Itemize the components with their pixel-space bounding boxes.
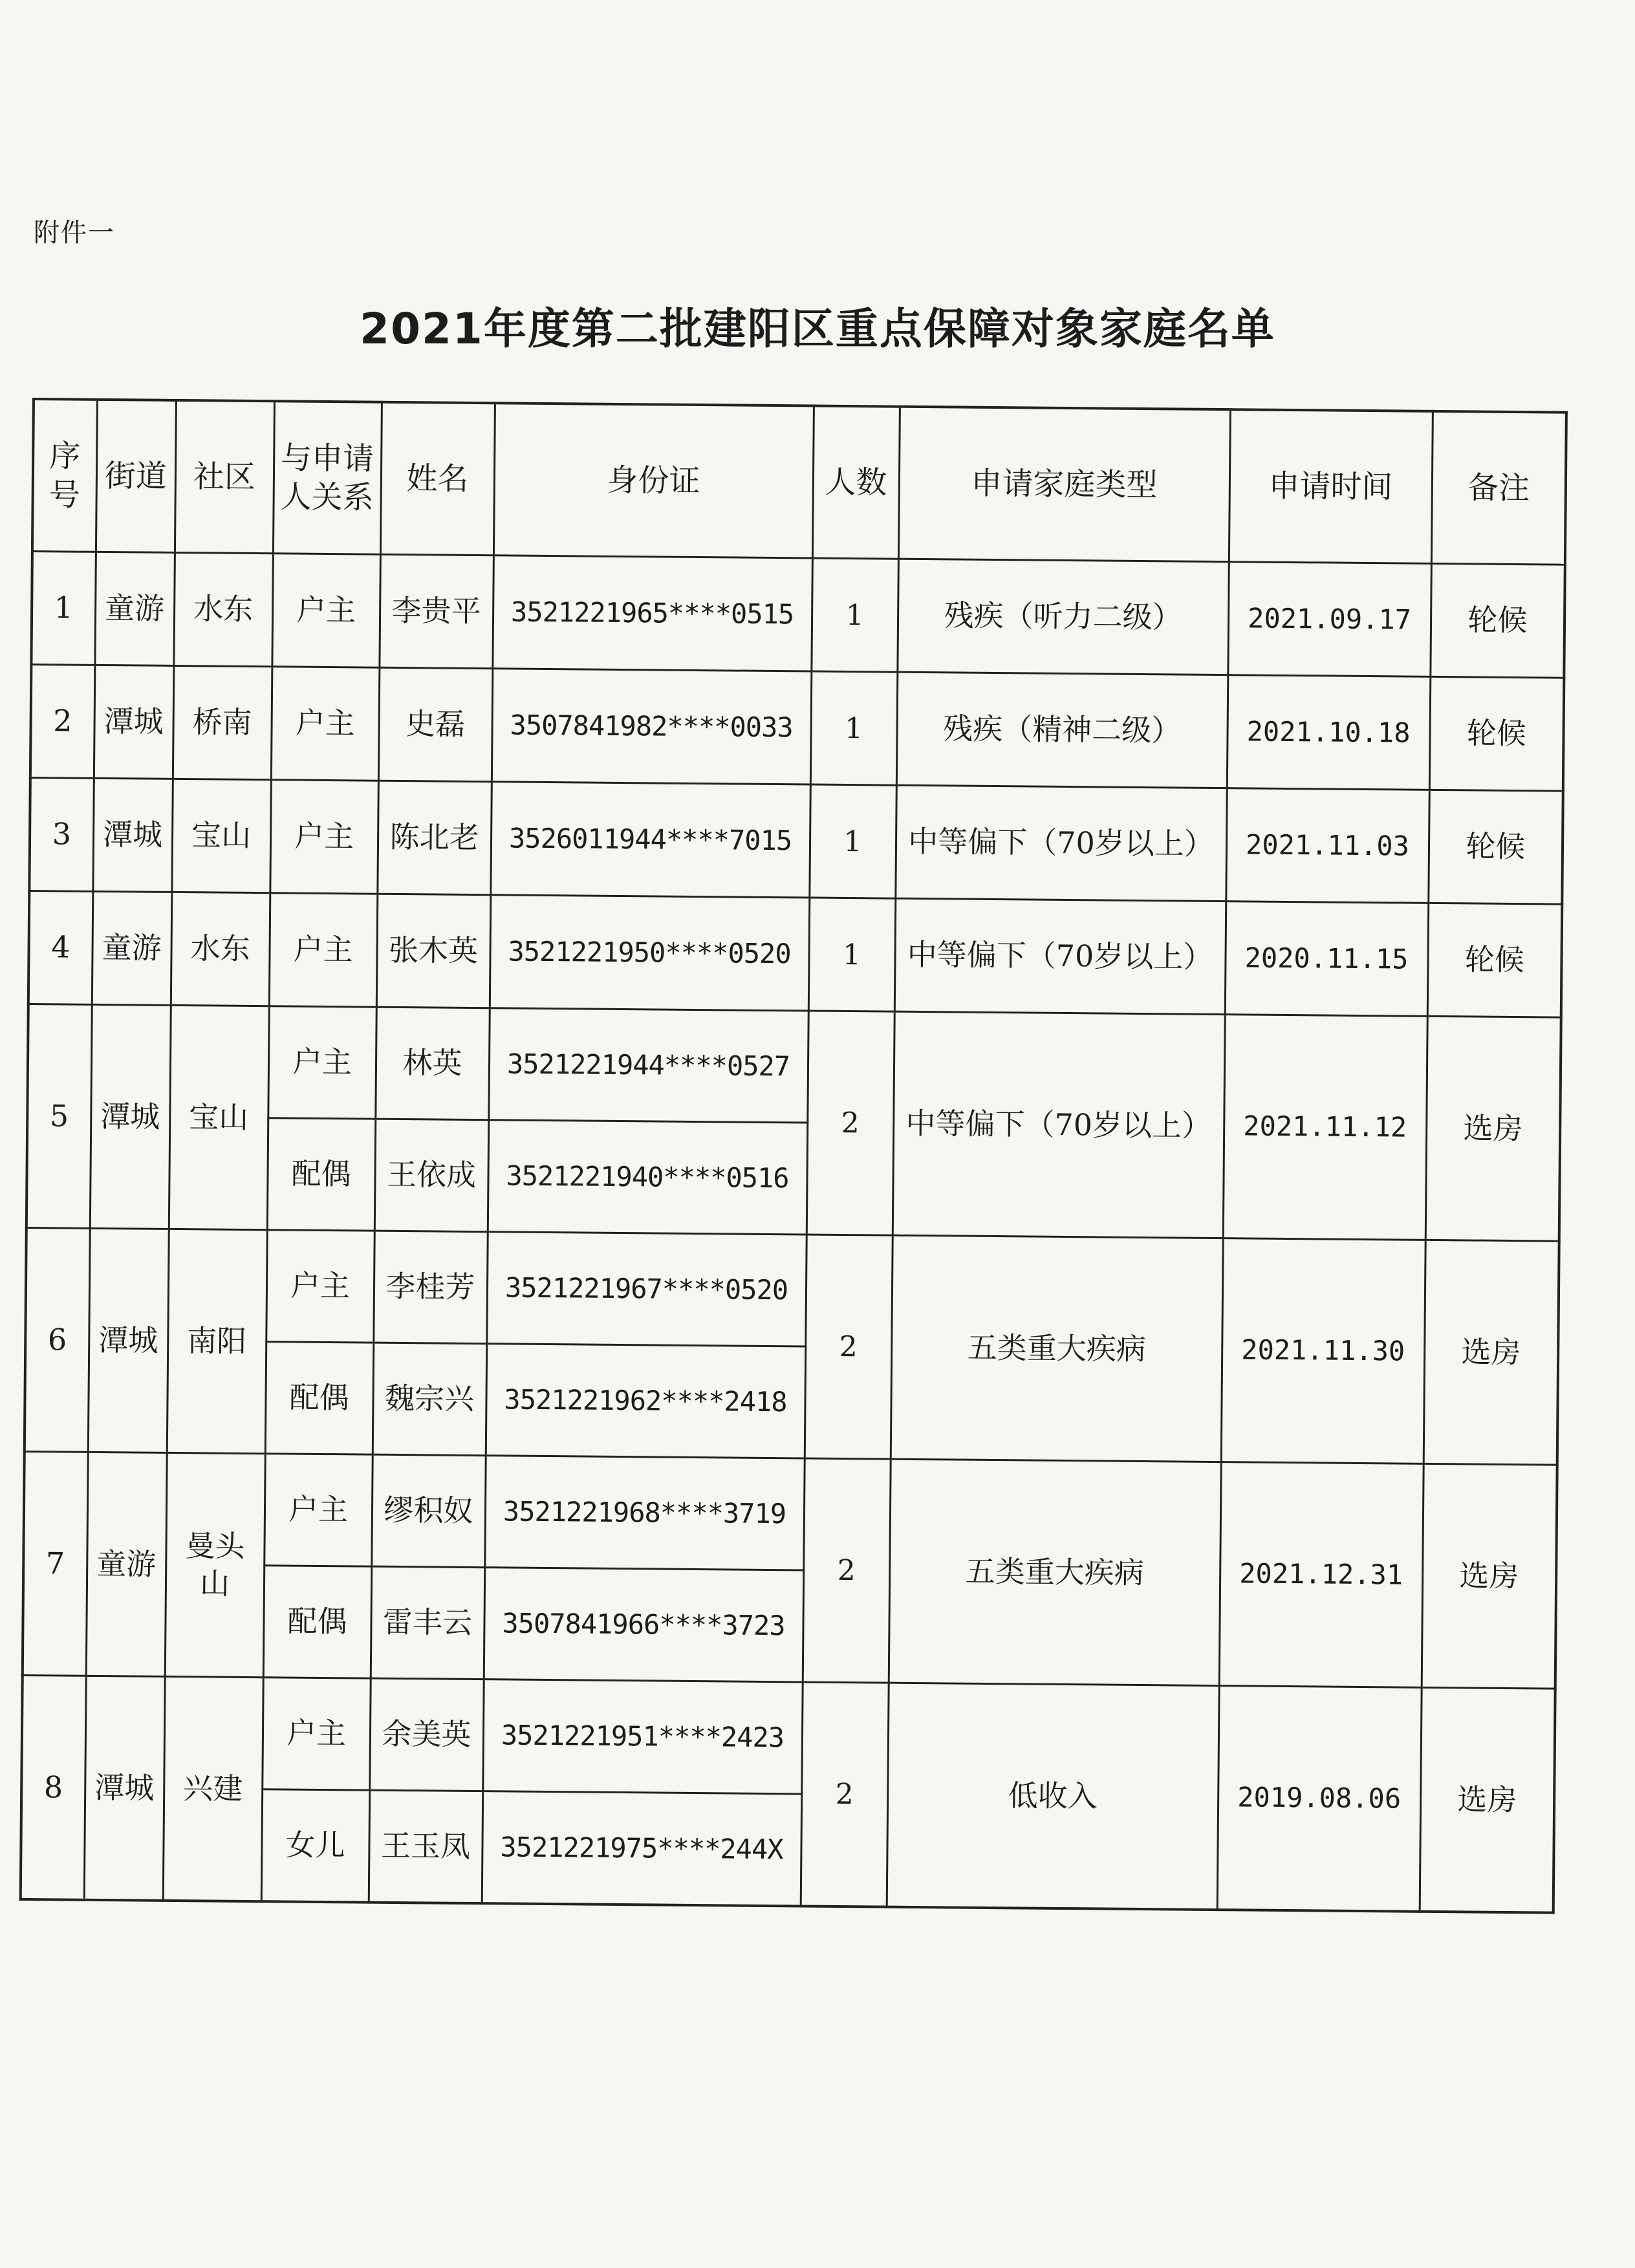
street-cell: 潭城	[90, 1004, 171, 1229]
date-cell: 2021.11.30	[1221, 1238, 1425, 1464]
relation-cell: 户主	[264, 1454, 373, 1566]
relation-cell: 配偶	[265, 1342, 374, 1454]
family-type-cell: 残疾（精神二级）	[896, 672, 1228, 788]
name-cell: 王依成	[374, 1119, 489, 1232]
count-cell: 2	[805, 1235, 893, 1459]
family-type-cell: 中等偏下（70岁以上）	[895, 785, 1227, 901]
table-row	[28, 891, 1562, 1017]
id-card-cell: 3521221951****2423	[482, 1679, 802, 1794]
id-card-cell: 3526011944****7015	[490, 782, 810, 898]
relation-cell: 户主	[270, 780, 378, 894]
document-title: 2021年度第二批建阳区重点保障对象家庭名单	[360, 304, 1275, 354]
street-cell: 潭城	[92, 778, 173, 892]
table-row	[30, 665, 1564, 792]
id-card-cell: 3521221967****0520	[486, 1232, 806, 1346]
name-cell: 李贵平	[379, 554, 493, 669]
header-row	[32, 399, 1566, 565]
id-card-cell: 3521221950****0520	[490, 895, 810, 1011]
name-cell: 陈北老	[377, 781, 492, 895]
street-cell: 童游	[94, 552, 175, 665]
family-type-cell: 五类重大疾病	[889, 1459, 1221, 1685]
date-cell: 2021.11.12	[1223, 1015, 1427, 1240]
relation-cell: 户主	[269, 893, 378, 1007]
seq-cell: 8	[21, 1675, 86, 1899]
header-seq: 序号	[32, 399, 97, 552]
table-row	[27, 1004, 1561, 1129]
name-cell: 缪积奴	[371, 1454, 486, 1568]
family-type-cell: 中等偏下（70岁以上）	[894, 898, 1226, 1014]
relation-cell: 户主	[262, 1678, 371, 1790]
id-card-cell: 3521221940****0516	[488, 1120, 807, 1235]
street-cell: 童游	[92, 891, 172, 1005]
street-cell: 潭城	[84, 1676, 165, 1901]
header-date: 申请时间	[1229, 409, 1433, 563]
community-cell: 宝山	[169, 1005, 269, 1229]
count-cell: 2	[803, 1458, 891, 1683]
note-cell: 轮候	[1428, 790, 1563, 904]
table-row	[25, 1227, 1559, 1353]
seq-cell: 5	[27, 1004, 92, 1228]
id-card-cell: 3521221965****0515	[492, 556, 812, 671]
id-card-cell: 3521221962****2418	[486, 1344, 805, 1458]
note-cell: 选房	[1424, 1240, 1559, 1465]
table-row	[31, 552, 1565, 678]
relation-cell: 女儿	[261, 1789, 370, 1903]
seq-cell: 6	[25, 1227, 90, 1452]
community-cell: 桥南	[173, 665, 272, 779]
date-cell: 2019.08.06	[1217, 1686, 1422, 1912]
relation-cell: 配偶	[263, 1566, 372, 1678]
date-cell: 2020.11.15	[1225, 902, 1429, 1017]
id-card-cell: 3521221944****0527	[488, 1008, 808, 1123]
seq-cell: 4	[28, 891, 93, 1004]
count-cell: 1	[810, 671, 898, 785]
note-cell: 选房	[1422, 1463, 1557, 1689]
family-type-cell: 低收入	[887, 1683, 1219, 1910]
table-row	[29, 777, 1563, 904]
family-type-cell: 残疾（听力二级）	[897, 559, 1229, 675]
relation-cell: 户主	[268, 1006, 376, 1119]
date-cell: 2021.10.18	[1227, 675, 1431, 790]
seq-cell: 1	[31, 552, 96, 665]
date-cell: 2021.09.17	[1228, 562, 1431, 677]
count-cell: 1	[808, 898, 896, 1011]
id-card-cell: 3521221975****244X	[482, 1791, 801, 1906]
name-cell: 雷丰云	[371, 1566, 485, 1679]
date-cell: 2021.11.03	[1226, 788, 1429, 903]
date-cell: 2021.12.31	[1219, 1462, 1424, 1688]
community-cell: 宝山	[171, 779, 271, 892]
community-cell: 曼头山	[165, 1453, 265, 1677]
relation-cell: 户主	[266, 1230, 374, 1343]
community-cell: 南阳	[167, 1229, 267, 1453]
count-cell: 2	[801, 1682, 889, 1907]
note-cell: 选房	[1420, 1687, 1555, 1912]
community-cell: 水东	[171, 892, 270, 1006]
attachment-label: 附件一	[34, 218, 115, 248]
header-street: 街道	[96, 400, 176, 553]
note-cell: 选房	[1425, 1016, 1561, 1241]
id-card-cell: 3521221968****3719	[484, 1456, 804, 1570]
header-count: 人数	[812, 406, 900, 559]
table-row	[23, 1451, 1557, 1577]
name-cell: 余美英	[369, 1678, 484, 1791]
header-community: 社区	[175, 400, 274, 554]
family-list-table	[19, 398, 1568, 1914]
relation-cell: 配偶	[267, 1118, 376, 1231]
name-cell: 王玉凤	[369, 1790, 483, 1903]
seq-cell: 3	[29, 777, 94, 891]
relation-cell: 户主	[272, 554, 380, 667]
name-cell: 史磊	[378, 667, 493, 782]
seq-cell: 7	[23, 1451, 88, 1676]
name-cell: 张木英	[376, 894, 491, 1008]
header-id-card: 身份证	[493, 403, 814, 558]
name-cell: 魏宗兴	[373, 1343, 487, 1456]
note-cell: 轮候	[1427, 903, 1563, 1017]
header-family-type: 申请家庭类型	[898, 407, 1230, 562]
count-cell: 2	[807, 1011, 894, 1235]
street-cell: 潭城	[94, 665, 174, 779]
family-type-cell: 中等偏下（70岁以上）	[893, 1011, 1225, 1238]
street-cell: 潭城	[88, 1228, 169, 1453]
street-cell: 童游	[86, 1452, 167, 1676]
table-row	[21, 1675, 1555, 1800]
family-type-cell: 五类重大疾病	[891, 1235, 1223, 1462]
note-cell: 轮候	[1429, 676, 1565, 791]
community-cell: 水东	[173, 552, 273, 666]
count-cell: 1	[811, 558, 898, 672]
name-cell: 李桂芳	[373, 1231, 488, 1344]
header-note: 备注	[1431, 411, 1566, 565]
note-cell: 轮候	[1430, 563, 1565, 678]
header-relation: 与申请人关系	[273, 401, 382, 554]
header-name: 姓名	[380, 402, 495, 556]
relation-cell: 户主	[271, 667, 380, 781]
name-cell: 林英	[375, 1007, 490, 1120]
count-cell: 1	[809, 784, 896, 898]
seq-cell: 2	[30, 665, 95, 779]
community-cell: 兴建	[163, 1676, 263, 1901]
id-card-cell: 3507841966****3723	[484, 1568, 803, 1682]
id-card-cell: 3507841982****0033	[492, 669, 812, 784]
